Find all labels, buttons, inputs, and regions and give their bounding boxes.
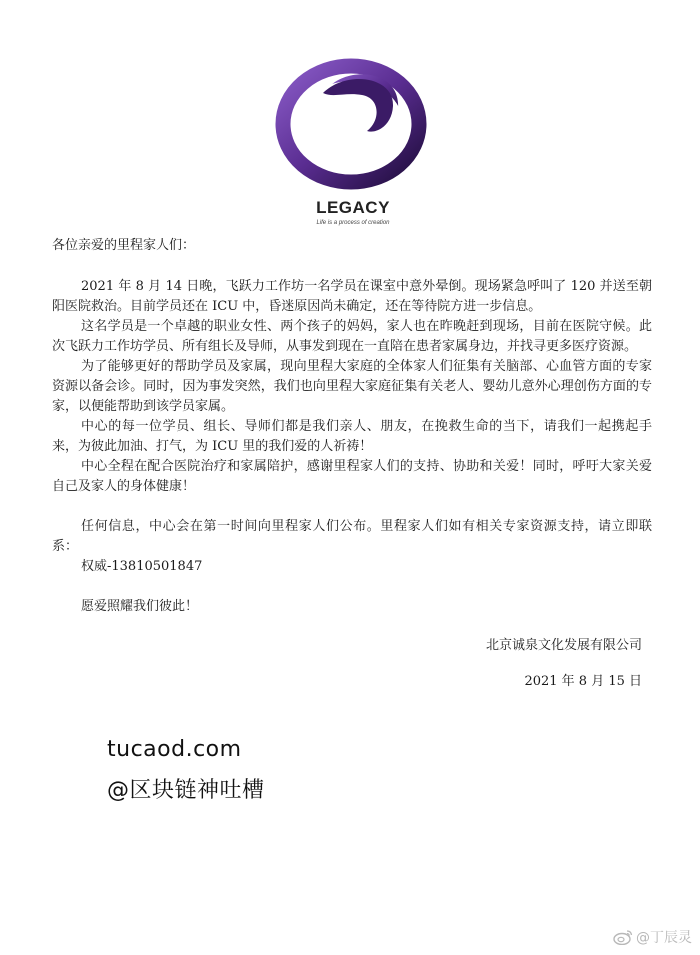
watermark-site: tucaod.com	[107, 737, 242, 762]
legacy-logo	[268, 48, 438, 233]
blessing-line: 愿爱照耀我们彼此！	[81, 599, 199, 614]
letter-paragraph: 中心全程在配合医院治疗和家属陪护，感谢里程家人们的支持、协助和关爱！同时，呼吁大家关爱自己及家人的身体健康！	[52, 459, 652, 494]
weibo-handle: @丁辰灵	[636, 930, 692, 946]
letter-paragraph: 2021 年 8 月 14 日晚，飞跃力工作坊一名学员在课室中意外晕倒。现场紧急呼叫了 120 并送至朝阳医院救治。目前学员还在 ICU 中，昏迷原因尚未确定，还在等待院方进一步信息。	[52, 279, 652, 314]
letter-paragraph: 中心的每一位学员、组长、导师们都是我们亲人、朋友，在挽救生命的当下，请我们一起携起手来，为彼此加油、打气，为 ICU 里的我们爱的人祈祷！	[52, 419, 652, 454]
weibo-watermark	[613, 927, 692, 947]
letter-paragraph: 为了能够更好的帮助学员及家属，现向里程大家庭的全体家人们征集有关脑部、心血管方面的专家资源以备会诊。同时，因为事发突然，我们也向里程大家庭征集有关老人、婴幼儿意外心理创伤方面的专家，以便能帮助到该学员家属。	[52, 359, 652, 414]
brand-tagline: Life is a process of creation	[316, 220, 390, 226]
letter-info-paragraph: 任何信息，中心会在第一时间向里程家人们公布。里程家人们如有相关专家资源支持，请立即联系：	[52, 519, 652, 554]
letter-paragraph: 这名学员是一个卓越的职业女性、两个孩子的妈妈，家人也在昨晚赶到现场，目前在医院守候。此次飞跃力工作坊学员、所有组长及导师，从事发到现在一直陪在患者家属身边，并找寻更多医疗资源。	[52, 319, 652, 354]
weibo-icon	[613, 929, 633, 945]
letter-date: 2021 年 8 月 15 日	[524, 674, 642, 689]
company-signature: 北京诚泉文化发展有限公司	[485, 638, 642, 653]
brand-name: LEGACY	[316, 198, 390, 217]
letter-body	[52, 236, 652, 617]
watermark-handle: @区块链神吐槽	[107, 778, 265, 803]
contact-line: 权威-13810501847	[81, 559, 203, 574]
letter-greeting: 各位亲爱的里程家人们：	[52, 238, 196, 253]
legacy-ring-emblem	[268, 48, 438, 198]
